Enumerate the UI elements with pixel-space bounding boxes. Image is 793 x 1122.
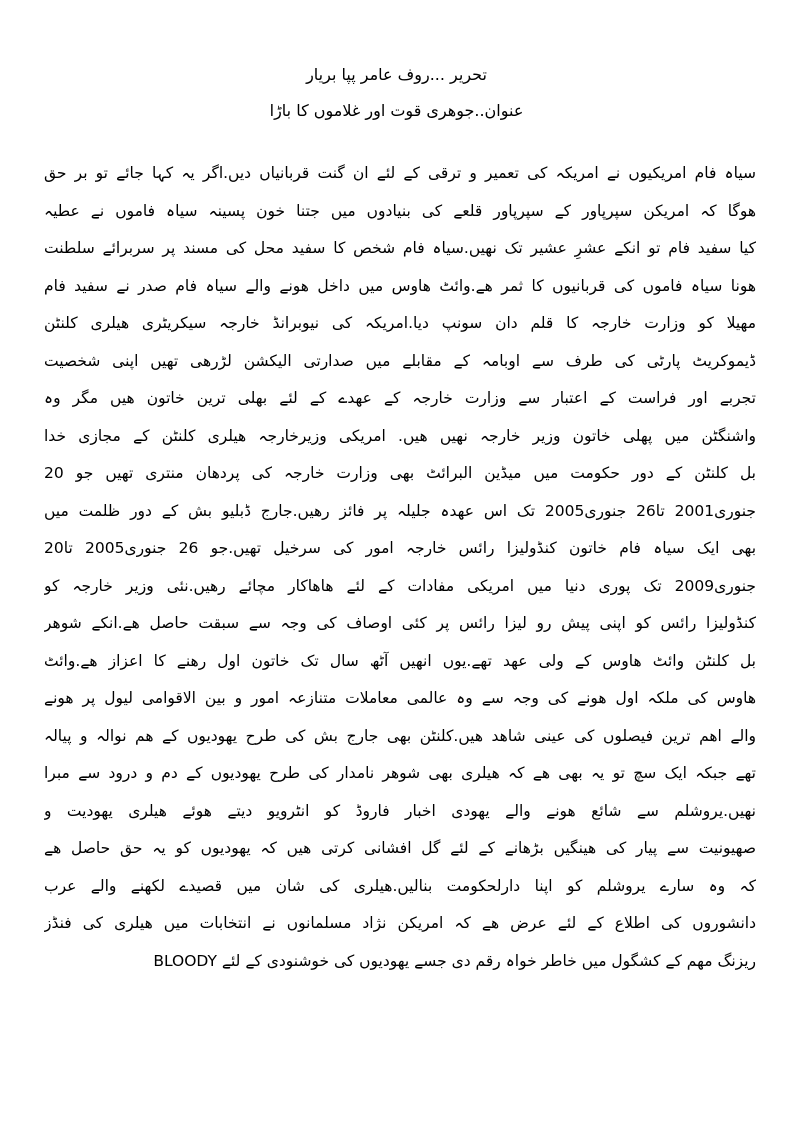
body-line-20: کہ وہ سارے یروشلم کو اپنا دارلحکومت بنالیں.ھیلری کی شان میں قصیدے لکھنے والے عرب	[44, 876, 756, 895]
body-line-10: جنوری2001 تا26 جنوری2005 تک اس عھدہ جلیلہ پر فائز رھیں.جارج ڈبلیو بش کے دور ظلمت میں	[44, 501, 756, 520]
article-title: عنوان..جوھری قوت اور غلاموں کا باڑا	[269, 101, 524, 120]
body-line-4: ھونا سیاہ فاموں کی قربانیوں کا ثمر ھے.وائٹ ھاوس میں داخل ھونے والے سیاہ فام صدر نے سفید فام	[44, 276, 756, 295]
body-line-1: سیاہ فام امریکیوں نے امریکہ کی تعمیر و ترقی کے لئے ان گنت قربانیاں دیں.اگر یہ کہا جائے تو بر حق	[44, 164, 756, 182]
body-line-17: تھے جبکہ ایک سچ تو یہ بھی ھے کہ ھیلری بھی شوھر نامدار کی طرح یھودیوں کے دم و درود سے مبرا	[44, 764, 756, 782]
body-line-7: تجربے اور فراست کے اعتبار سے وزارت خارجہ کے عھدے کے لئے بھلی ترین خاتون ھیں مگر وہ	[44, 389, 756, 407]
body-line-6: ڈیموکریٹ پارٹی کی طرف سے اوبامہ کے مقابلے میں صدارتی الیکشن لڑرھی تھیں اپنی شخصیت	[44, 351, 756, 370]
body-line-2: ھوگا کہ امریکن سپرپاور کے سپرپاور قلعے کی بنیادوں میں جتنا خون پسینہ سیاہ فاموں نے عطیہ	[44, 201, 756, 220]
body-line-8: واشنگٹن میں پھلی خاتون وزیر خارجہ نھیں ھیں. امریکی وزیرخارجہ ھیلری کلنٹن کے مجازی خدا	[44, 426, 756, 445]
body-line-15: ھاوس کی ملکہ اول ھونے کی وجہ سے وہ عالمی معاملات متنازعہ امور و بین الاقوامی لیول پر ھونے	[44, 689, 756, 707]
body-line-9: بل کلنٹن کے دور حکومت میں میڈین البرائٹ بھی وزارت خارجہ کی پردھان منتری تھیں جو 20	[44, 464, 756, 482]
body-line-18: نھیں.یروشلم سے شائع ھونے والے یھودی اخبار فاروڈ کو انٹرویو دیتے ھوئے ھیلری یھودیت و	[44, 801, 756, 820]
body-line-16: والے اھم ترین فیصلوں کی عینی شاھد ھیں.کلنٹن بھی جارج بش کی طرح یھودیوں کے ھم نوالہ و پیالہ	[44, 726, 756, 745]
body-line-13: کنڈولیزا رائس کو اپنی پیش رو لیزا رائس پر کئی اوصاف کی وجہ سے سبقت حاصل ھے.انکے شوھر	[44, 614, 756, 632]
body-line-11: بھی ایک سیاہ فام خاتون کنڈولیزا رائس خارجہ امور کی سرخیل تھیں.جو 26 جنوری2005 تا20	[44, 539, 756, 557]
body-line-12: جنوری2009 تک پوری دنیا میں امریکی مفادات کے لئے ھاھاکار مچائے رھیں.نئی وزیر خارجہ کو	[44, 576, 756, 595]
body-line-3: کیا سفید فام تو انکے عشرِ عشیر تک نھیں.سیاہ فام شخص کا سفید محل کی مسند پر سربرائے سلطنت	[44, 239, 756, 257]
body-line-19: صھیونیت سے پیار کی ھینگیں بڑھانے کے لئے گل افشانی کرتی ھیں کہ یھودیوں کو یہ حق حاصل ھے	[44, 839, 756, 857]
body-line-21: دانشوروں کی اطلاع کے لئے عرض ھے کہ امریکن نژاد مسلمانوں نے انتخابات میں ھیلری کی فنڈز	[44, 914, 756, 932]
article-body	[44, 155, 756, 980]
author-byline: تحریر ...روف عامر پپا بریار	[306, 65, 487, 84]
body-line-5: مھیلا کو وزارت خارجہ کا قلم دان سونپ دیا.امریکہ کی نیوبرانڈ خارجہ سیکریٹری ھیلری کلنٹن	[44, 314, 756, 332]
body-line-22: ریزنگ مھم کے کشگول میں خاطر خواہ رقم دی جسے یھودیوں کی خوشنودی کے لئے BLOODY	[153, 951, 756, 970]
body-line-14: بل کلنٹن وائٹ ھاوس کے ولی عھد تھے.یوں انھیں آٹھ سال تک خاتون اول رھنے کا اعزاز ھے.وائٹ	[44, 651, 756, 670]
